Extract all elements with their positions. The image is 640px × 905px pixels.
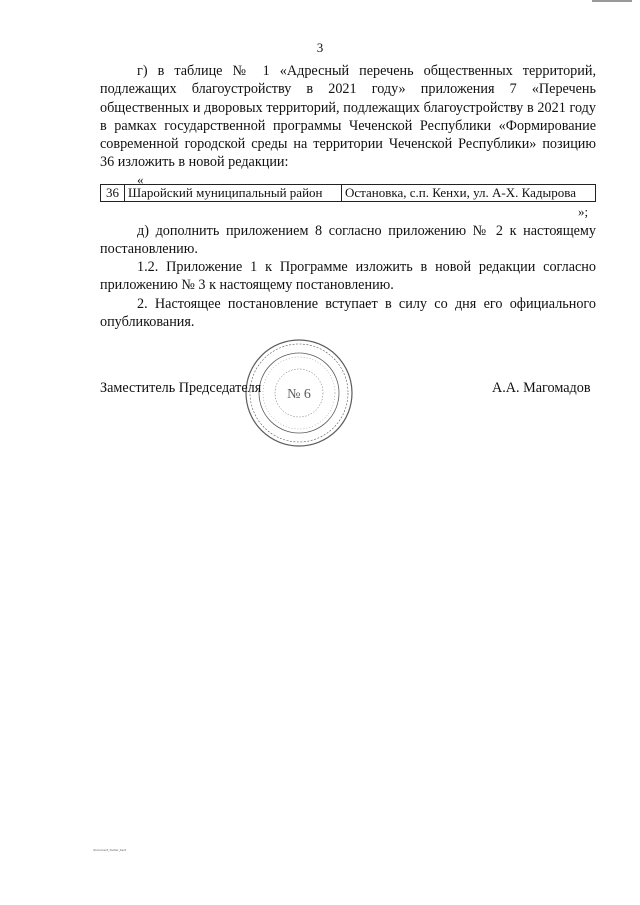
position-36-table [100, 184, 596, 202]
paragraph-g: г) в таблице № 1 «Адресный перечень общественных территорий, подлежащих благоустройству в 2021 году» приложения 7 «Перечень общественных и дворовых территорий, подлежащих благоустройству в 2021 году в рамках государственной программы Чеченской Республики «Формирование современной городской среды на территории Чеченской Республики» позицию 36 изложить в новой редакции: [100, 63, 596, 171]
quote-close: »; [578, 204, 589, 219]
row-number-cell: 36 [101, 185, 125, 202]
signature-name: А.А. Магомадов [492, 380, 591, 396]
page-number: 3 [316, 40, 324, 55]
paragraph-2: 2. Настоящее постановление вступает в силу со дня его официального опубликования. [100, 296, 596, 331]
district-cell: Шаройский муниципальный район [125, 185, 342, 202]
quote-open: « [137, 172, 144, 187]
footer-text: document_footer_text [93, 848, 127, 852]
paragraph-1-2: 1.2. Приложение 1 к Программе изложить в новой редакции согласно приложению № 3 к настоящему постановлению. [100, 259, 596, 294]
scan-corner-mark [592, 0, 632, 2]
table-row [101, 185, 596, 202]
seal-number: № 6 [287, 387, 311, 402]
address-cell: Остановка, с.п. Кенхи, ул. А-Х. Кадырова [342, 185, 596, 202]
paragraph-d: д) дополнить приложением 8 согласно приложению № 2 к настоящему постановлению. [100, 223, 596, 258]
signature-position: Заместитель Председателя [100, 380, 262, 396]
